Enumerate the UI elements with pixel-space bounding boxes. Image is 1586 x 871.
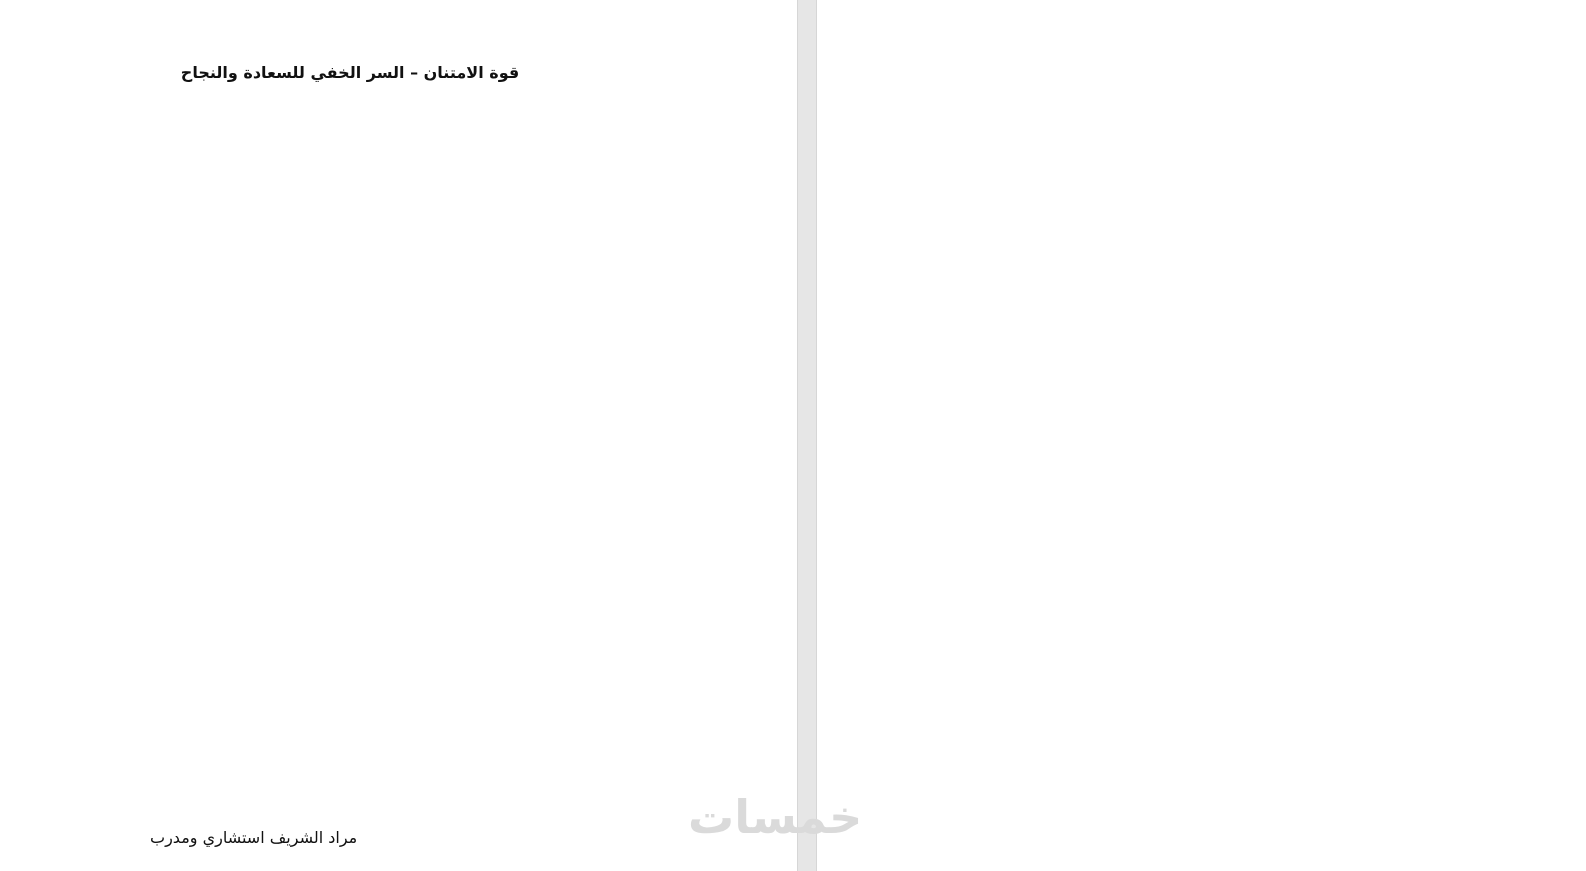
document-title: قوة الامتنان – السر الخفي للسعادة والنجاح	[180, 63, 520, 82]
page-gutter	[797, 0, 817, 871]
author-signature: مراد الشريف استشاري ومدرب	[150, 828, 358, 847]
document-page-2	[817, 0, 1586, 871]
watermark-logo: خمسات	[688, 790, 863, 844]
